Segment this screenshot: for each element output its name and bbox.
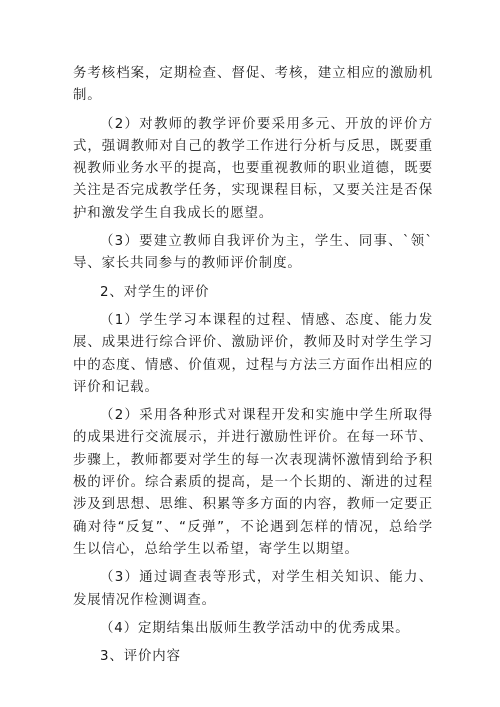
paragraph-student-evaluation-2: （2）采用各种形式对课程开发和实施中学生所取得的成果进行交流展示，并进行激励性评价。在每一环节、步骤上，教师都要对学生的每一次表现满怀激情到给予积极的评价。综合素质的提高，是一个长期的、渐进的过程涉及到思想、思维、积累等多方面的内容，教师一定要正确对待“反复”、“反弹”，不论遇到怎样的情况，总给学生以信心，总给学生以希望，寄学生以期望。 — [73, 408, 433, 557]
paragraph-student-evaluation-4: （4）定期结集出版师生教学活动中的优秀成果。 — [100, 620, 410, 636]
document-page — [73, 63, 433, 674]
section-heading-evaluation-content: 3、评价内容 — [100, 649, 181, 665]
paragraph-student-evaluation-3: （3）通过调查表等形式，对学生相关知识、能力、发展情况作检测调查。 — [73, 570, 433, 608]
paragraph-student-evaluation-1: （1）学生学习本课程的过程、情感、态度、能力发展、成果进行综合评价、激励评价，教师及时对学生学习中的态度、情感、价值观，过程与方法三方面作出相应的评价和记载。 — [73, 312, 433, 395]
paragraph-teacher-evaluation-3: （3）要建立教师自我评价为主，学生、同事、`领`导、家长共同参与的教师评价制度。 — [73, 234, 433, 272]
paragraph-teacher-evaluation-2: （2）对教师的教学评价要采用多元、开放的评价方式，强调教师对自己的教学工作进行分析与反思，既要重视教师业务水平的提高，也要重视教师的职业道德，既要关注是否完成教学任务，实现课程目标，又要关注是否保护和激发学生自我成长的愿望。 — [73, 116, 433, 221]
paragraph-continuation: 务考核档案，定期检查、督促、考核，建立相应的激励机制。 — [73, 66, 433, 104]
section-heading-student-evaluation: 2、对学生的评价 — [100, 284, 210, 300]
